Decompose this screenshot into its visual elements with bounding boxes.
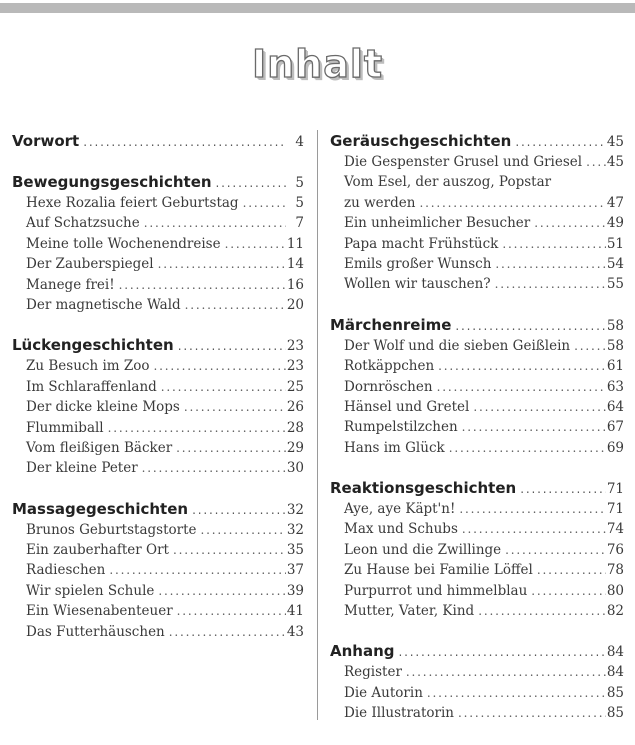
- leader-dots: [423, 686, 606, 700]
- section-title: Bewegungsgeschichten: [12, 173, 212, 191]
- toc-entry: [330, 603, 624, 623]
- page-number: 54: [606, 255, 624, 272]
- toc-entry: [12, 542, 304, 562]
- toc-entry: [12, 215, 304, 235]
- toc-section-heading: [12, 173, 304, 195]
- entry-title: Max und Schubs: [344, 521, 458, 538]
- toc-section-bewegungsgeschichten: [12, 173, 304, 317]
- toc-entry: [330, 379, 624, 399]
- page-number: 43: [286, 623, 304, 640]
- toc-section-reaktionsgeschichten: [330, 479, 624, 623]
- toc-entry: [12, 624, 304, 644]
- toc-entry: [330, 440, 624, 460]
- page-number: 67: [606, 419, 624, 436]
- leader-dots: [516, 482, 606, 496]
- top-bar: [0, 3, 635, 13]
- toc-entry: [330, 705, 624, 725]
- page-number: 7: [295, 215, 304, 232]
- entry-title: Die Autorin: [344, 684, 423, 701]
- toc-entry: [12, 399, 304, 419]
- toc-entry: [330, 562, 624, 582]
- entry-title: Papa macht Frühstück: [344, 235, 499, 252]
- toc-column-right: [330, 132, 624, 745]
- entry-title: Rumpelstilzchen: [344, 419, 458, 436]
- page-number: 85: [606, 705, 624, 722]
- page-number: 5: [295, 175, 304, 191]
- leader-dots: [157, 380, 286, 394]
- toc-entry: [330, 358, 624, 378]
- entry-title: Ein unheimlicher Besucher: [344, 215, 531, 232]
- column-divider: [317, 130, 318, 720]
- entry-title: Der dicke kleine Mops: [26, 399, 180, 416]
- page-number: 84: [606, 664, 624, 681]
- page-number: 14: [286, 256, 304, 273]
- entry-title: Ein zauberhafter Ort: [26, 542, 169, 559]
- toc-entry: [330, 542, 624, 562]
- toc-entry: [12, 460, 304, 480]
- page-number: 28: [286, 419, 304, 436]
- page-number: 61: [606, 358, 624, 375]
- leader-dots: [455, 502, 606, 516]
- page-title: Inhalt: [251, 42, 384, 86]
- section-title: Märchenreime: [330, 315, 452, 334]
- section-title: Geräuschgeschichten: [330, 132, 512, 150]
- page-number: 58: [606, 337, 624, 354]
- leader-dots: [458, 420, 606, 434]
- entry-title: Das Futterhäuschen: [26, 623, 165, 640]
- entry-title: Emils großer Wunsch: [344, 255, 492, 272]
- page-number: 45: [606, 154, 624, 170]
- leader-dots: [434, 359, 606, 373]
- page-number: 84: [606, 644, 624, 661]
- page-number: 82: [606, 603, 624, 620]
- toc-section-heading: [330, 642, 624, 664]
- page-number: 32: [286, 501, 304, 518]
- toc-entry: [330, 256, 624, 276]
- toc-section-massagegeschichten: [12, 500, 304, 644]
- page-number: 71: [606, 481, 624, 498]
- page-number: 58: [606, 317, 624, 334]
- leader-dots: [174, 339, 286, 353]
- toc-entry: [330, 521, 624, 541]
- leader-dots: [154, 584, 286, 598]
- leader-dots: [533, 563, 606, 577]
- entry-title: Rotkäppchen: [344, 358, 435, 375]
- toc-section-heading: [12, 500, 304, 522]
- toc-entry: [330, 685, 624, 705]
- leader-dots: [79, 135, 286, 149]
- entry-title: Hänsel und Gretel: [344, 398, 470, 415]
- toc-entry: [12, 297, 304, 317]
- toc-entry: [330, 236, 624, 256]
- toc-entry: [330, 419, 624, 439]
- toc-entry: [12, 603, 304, 623]
- page-number: 16: [286, 276, 304, 293]
- leader-dots: [172, 441, 286, 455]
- leader-dots: [527, 584, 606, 598]
- leader-dots: [395, 645, 606, 659]
- page-number: 63: [606, 378, 624, 395]
- leader-dots: [402, 665, 606, 679]
- page-number: 37: [286, 562, 304, 579]
- leader-dots: [173, 604, 286, 618]
- toc-entry: [330, 399, 624, 419]
- page-number: 23: [286, 358, 304, 375]
- entry-title: Ein Wiesenabenteuer: [26, 603, 173, 620]
- toc-entry: [330, 174, 624, 194]
- entry-title: Hans im Glück: [344, 439, 445, 456]
- page-number: 41: [286, 603, 304, 620]
- page-number: 80: [606, 582, 624, 599]
- leader-dots: [474, 604, 606, 618]
- entry-title: Der kleine Peter: [26, 460, 138, 477]
- page-number: 76: [606, 541, 624, 558]
- entry-title: zu werden: [344, 194, 416, 211]
- toc-entry: [330, 195, 624, 215]
- toc-entry: [330, 338, 624, 358]
- leader-dots: [165, 625, 286, 639]
- page-number: 4: [295, 134, 304, 150]
- toc-entry: [12, 358, 304, 378]
- entry-title: Der Zauberspiegel: [26, 256, 154, 273]
- toc-entry: [330, 276, 624, 296]
- entry-title: Meine tolle Wochenendreise: [26, 235, 221, 252]
- leader-dots: [415, 196, 606, 210]
- leader-dots: [180, 400, 286, 414]
- toc-section-vorwort: [12, 132, 304, 154]
- leader-dots: [454, 706, 606, 720]
- leader-dots: [498, 237, 606, 251]
- section-title: Anhang: [330, 642, 395, 661]
- leader-dots: [530, 216, 606, 230]
- page-number: 78: [606, 562, 624, 579]
- leader-dots: [501, 543, 606, 557]
- leader-dots: [105, 563, 286, 577]
- entry-title: Vom Esel, der auszog, Popstar: [344, 174, 552, 191]
- entry-title: Hexe Rozalia feiert Geburtstag: [26, 195, 239, 211]
- entry-title: Die Illustratorin: [344, 705, 454, 722]
- leader-dots: [433, 380, 606, 394]
- section-title: Massagegeschichten: [12, 499, 189, 518]
- entry-title: Zu Besuch im Zoo: [26, 358, 150, 375]
- entry-title: Radieschen: [26, 562, 106, 579]
- entry-title: Im Schlaraffenland: [26, 378, 157, 395]
- leader-dots: [181, 298, 286, 312]
- page-number: 47: [606, 194, 624, 211]
- leader-dots: [140, 216, 286, 230]
- page-number: 51: [606, 235, 624, 252]
- toc-section-heading: [330, 316, 624, 338]
- leader-dots: [582, 155, 606, 169]
- entry-title: Brunos Geburtstagstorte: [26, 521, 197, 538]
- entry-title: Die Gespenster Grusel und Griesel: [344, 154, 583, 170]
- page-number: 85: [606, 684, 624, 701]
- page-number: 11: [286, 235, 304, 252]
- leader-dots: [150, 359, 287, 373]
- entry-title: Dornröschen: [344, 378, 433, 395]
- page-number: 32: [286, 521, 304, 538]
- page-number: 25: [286, 378, 304, 395]
- leader-dots: [570, 339, 606, 353]
- leader-dots: [197, 523, 287, 537]
- section-title: Vorwort: [12, 132, 80, 150]
- page-number: 71: [606, 501, 624, 518]
- entry-title: Leon und die Zwillinge: [344, 541, 502, 558]
- page-number: 5: [295, 195, 304, 211]
- page-number: 20: [286, 296, 304, 313]
- toc-entry: [12, 583, 304, 603]
- toc-entry: [330, 583, 624, 603]
- toc-entry: [12, 236, 304, 256]
- page-number: 35: [286, 542, 304, 559]
- page-number: 29: [286, 439, 304, 456]
- toc-entry: [12, 522, 304, 542]
- page-number: 74: [606, 521, 624, 538]
- toc-section-heading: [12, 132, 304, 154]
- page-number: 64: [606, 398, 624, 415]
- entry-title: Der Wolf und die sieben Geißlein: [344, 337, 571, 354]
- page-number: 45: [606, 134, 624, 150]
- page-number: 30: [286, 460, 304, 477]
- toc-section-anhang: [330, 642, 624, 725]
- toc-entry: [330, 215, 624, 235]
- entry-title: Wir spielen Schule: [26, 582, 155, 599]
- toc-entry: [12, 562, 304, 582]
- entry-title: Aye, aye Käpt'n!: [344, 501, 456, 518]
- entry-title: Zu Hause bei Familie Löffel: [344, 562, 533, 579]
- toc-entry: [12, 195, 304, 215]
- entry-title: Mutter, Vater, Kind: [344, 603, 475, 620]
- toc-entry: [12, 440, 304, 460]
- leader-dots: [511, 135, 606, 149]
- toc-entry: [12, 256, 304, 276]
- entry-title: Wollen wir tauschen?: [344, 276, 491, 293]
- leader-dots: [154, 257, 286, 271]
- leader-dots: [188, 503, 286, 517]
- page-number: 23: [286, 338, 304, 355]
- page-number: 55: [606, 276, 624, 293]
- toc-section-lückengeschichten: [12, 336, 304, 480]
- leader-dots: [458, 522, 606, 536]
- leader-dots: [221, 237, 286, 251]
- leader-dots: [445, 441, 606, 455]
- section-title: Lückengeschichten: [12, 336, 174, 355]
- page-number: 26: [286, 399, 304, 416]
- entry-title: Der magnetische Wald: [26, 296, 181, 313]
- toc-section-märchenreime: [330, 316, 624, 460]
- section-title: Reaktionsgeschichten: [330, 479, 517, 498]
- entry-title: Auf Schatzsuche: [26, 215, 140, 232]
- toc-section-heading: [12, 336, 304, 358]
- toc-entry: [330, 154, 624, 174]
- toc-entry: [330, 664, 624, 684]
- page-number: 49: [606, 215, 624, 232]
- leader-dots: [451, 319, 606, 333]
- toc-entry: [330, 501, 624, 521]
- leader-dots: [115, 278, 286, 292]
- entry-title: Flummiball: [26, 419, 104, 436]
- toc-entry: [12, 277, 304, 297]
- entry-title: Purpurrot und himmelblau: [344, 582, 528, 599]
- toc-column-left: [12, 132, 304, 663]
- toc-section-geräuschgeschichten: [330, 132, 624, 297]
- leader-dots: [169, 543, 286, 557]
- toc-section-heading: [330, 479, 624, 501]
- leader-dots: [138, 461, 286, 475]
- leader-dots: [104, 421, 286, 435]
- page-number: 69: [606, 439, 624, 456]
- leader-dots: [469, 400, 606, 414]
- leader-dots: [239, 196, 286, 210]
- page-number: 39: [286, 582, 304, 599]
- toc-entry: [12, 379, 304, 399]
- leader-dots: [491, 277, 606, 291]
- entry-title: Register: [344, 664, 402, 681]
- entry-title: Vom fleißigen Bäcker: [26, 439, 173, 456]
- leader-dots: [212, 176, 286, 190]
- toc-entry: [12, 420, 304, 440]
- toc-section-heading: [330, 132, 624, 154]
- entry-title: Manege frei!: [26, 276, 115, 293]
- leader-dots: [491, 257, 606, 271]
